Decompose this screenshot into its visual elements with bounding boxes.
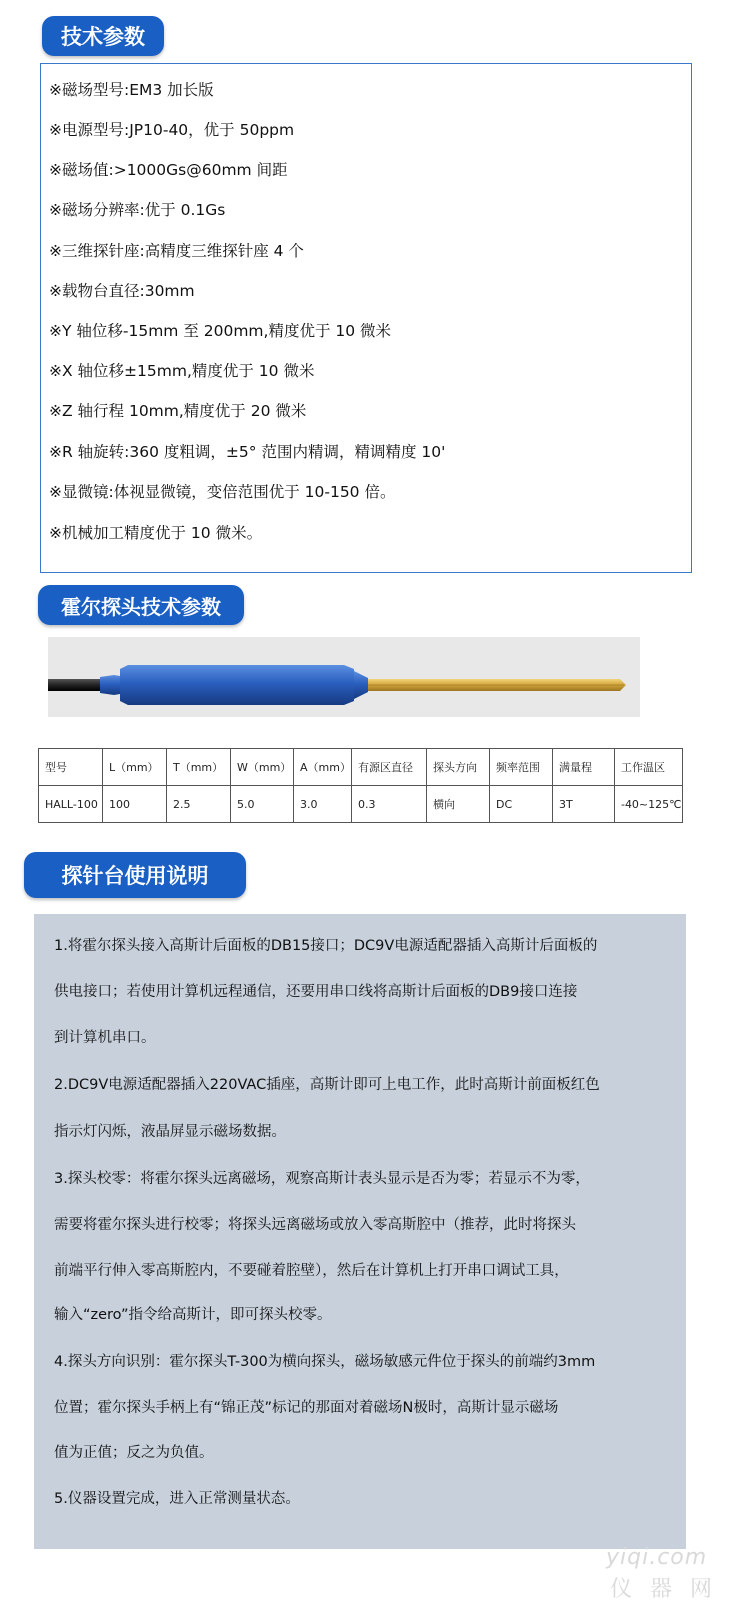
table-header-row [39,749,683,786]
hall-probe-image [48,637,640,717]
table-header-cell: 有源区直径 [351,749,426,786]
table-header-cell: L（mm） [103,749,167,786]
table-cell: 3T [552,786,614,823]
table-header-cell: T（mm） [167,749,231,786]
usage-line: 供电接口；若使用计算机远程通信，还要用串口线将高斯计后面板的DB9接口连接 [54,984,578,1000]
usage-line: 输入“zero”指令给高斯计，即可探头校零。 [54,1307,332,1323]
table-cell: 5.0 [231,786,294,823]
table-cell: DC [489,786,552,823]
usage-line: 5.仪器设置完成，进入正常测量状态。 [54,1491,300,1507]
table-header-cell: A（mm） [294,749,352,786]
usage-line: 需要将霍尔探头进行校零；将探头远离磁场或放入零高斯腔中（推荐，此时将探头 [54,1217,576,1233]
table-header-cell: 频率范围 [489,749,552,786]
usage-line: 前端平行伸入零高斯腔内，不要碰着腔壁），然后在计算机上打开串口调试工具， [54,1263,569,1279]
usage-box [34,914,686,1549]
spec-line: ※Y 轴位移-15mm 至 200mm,精度优于 10 微米 [49,322,392,340]
table-header-cell: 满量程 [552,749,614,786]
spec-line: ※磁场分辨率:优于 0.1Gs [49,201,226,219]
table-cell: -40~125℃ [614,786,682,823]
table-cell: 100 [103,786,167,823]
hall-spec-table [38,748,683,823]
spec-line: ※磁场值:>1000Gs@60mm 间距 [49,161,288,179]
watermark-brand: 仪器网 [610,1577,731,1602]
spec-line: ※X 轴位移±15mm,精度优于 10 微米 [49,362,315,380]
usage-section-title: 探针台使用说明 [24,852,246,898]
table-cell: 横向 [426,786,489,823]
specs-box [40,63,692,573]
hall-probe-illustration [48,637,640,717]
table-header-cell: 型号 [39,749,103,786]
watermark-domain: yiqi.com [606,1545,708,1570]
usage-line: 到计算机串口。 [54,1030,156,1046]
table-row [39,786,683,823]
spec-line: ※Z 轴行程 10mm,精度优于 20 微米 [49,402,307,420]
usage-line: 指示灯闪烁，液晶屏显示磁场数据。 [54,1124,286,1140]
usage-line: 1.将霍尔探头接入高斯计后面板的DB15接口；DC9V电源适配器插入高斯计后面板的 [54,938,598,954]
usage-line: 4.探头方向识别：霍尔探头T-300为横向探头，磁场敏感元件位于探头的前端约3mm [54,1354,596,1370]
table-cell: 3.0 [294,786,352,823]
usage-line: 值为正值；反之为负值。 [54,1445,214,1461]
spec-line: ※显微镜:体视显微镜，变倍范围优于 10-150 倍。 [49,483,396,501]
spec-line: ※三维探针座:高精度三维探针座 4 个 [49,242,304,260]
specs-section-title: 技术参数 [42,16,164,56]
table-cell: 0.3 [351,786,426,823]
usage-line: 3.探头校零：将霍尔探头远离磁场，观察高斯计表头显示是否为零；若显示不为零， [54,1171,590,1187]
spec-line: ※载物台直径:30mm [49,282,195,300]
hall-section-title: 霍尔探头技术参数 [38,585,244,625]
table-cell: 2.5 [167,786,231,823]
table-cell: HALL-100 [39,786,103,823]
table-header-cell: 探头方向 [426,749,489,786]
spec-line: ※机械加工精度优于 10 微米。 [49,524,263,542]
usage-line: 位置；霍尔探头手柄上有“锦正茂”标记的那面对着磁场N极时，高斯计显示磁场 [54,1400,559,1416]
spec-line: ※R 轴旋转:360 度粗调，±5° 范围内精调，精调精度 10' [49,443,446,461]
usage-line: 2.DC9V电源适配器插入220VAC插座，高斯计即可上电工作，此时高斯计前面板红色 [54,1077,600,1093]
table-header-cell: W（mm） [231,749,294,786]
spec-line: ※电源型号:JP10-40，优于 50ppm [49,121,295,139]
spec-line: ※磁场型号:EM3 加长版 [49,81,214,99]
table-header-cell: 工作温区 [614,749,682,786]
